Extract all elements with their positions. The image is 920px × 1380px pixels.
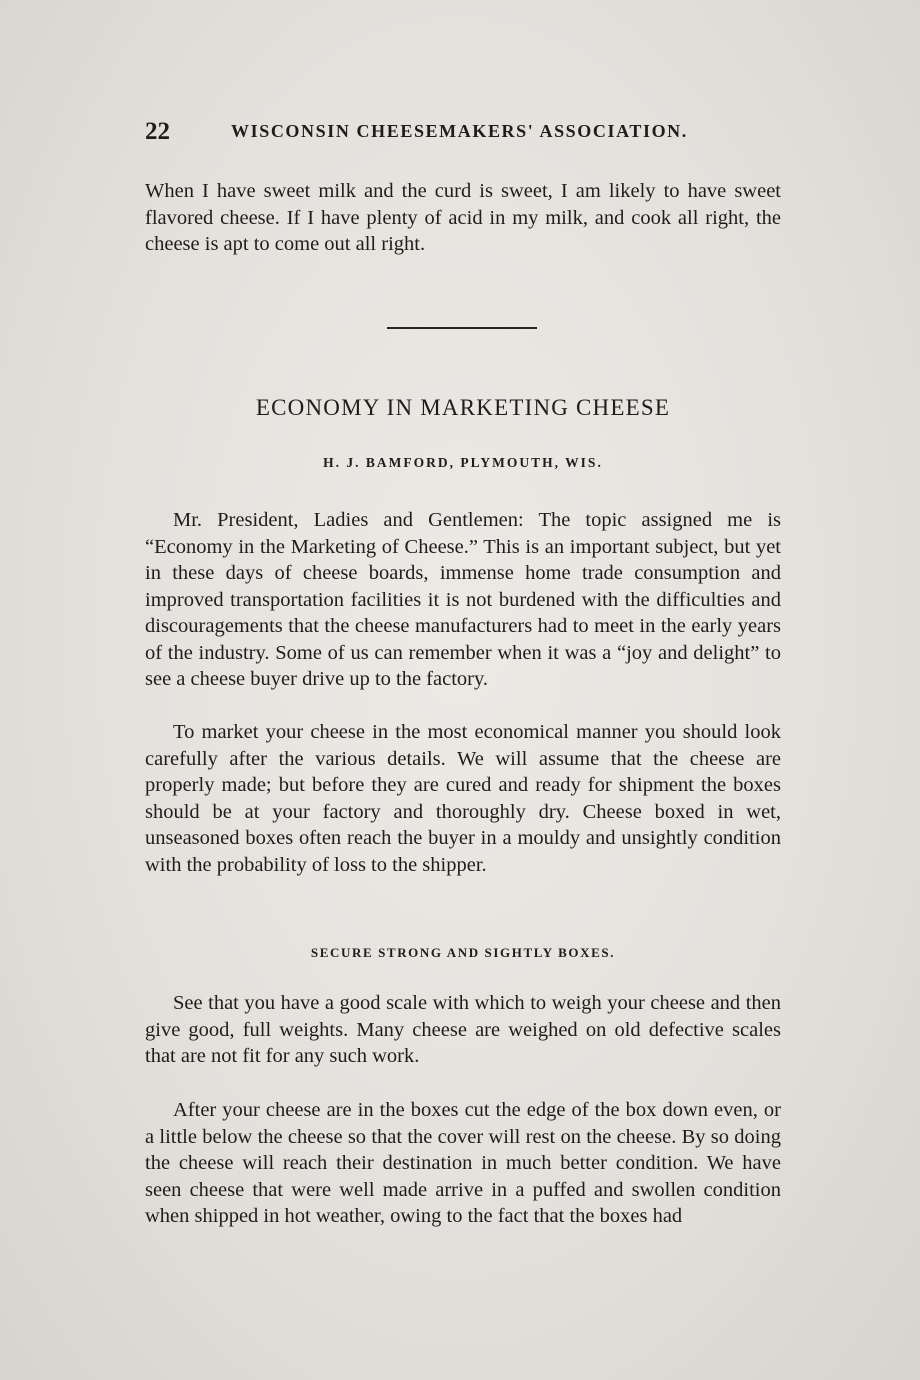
section-subheading: SECURE STRONG AND SIGHTLY BOXES. <box>310 945 616 960</box>
body-paragraph-2: To market your cheese in the most economical manner you should look carefully after the various details. We will assume that the cheese are properly made; but before they are cured and ready for shipment the boxes should be at your factory and thoroughly dry. Cheese boxed in wet, unseasoned boxes often reach the buyer in a mouldy and unsightly condition with the probability of loss to the shipper. <box>145 721 781 876</box>
article-title: ECONOMY IN MARKETING CHEESE <box>255 395 671 420</box>
article-byline: H. J. BAMFORD, PLYMOUTH, WIS. <box>323 455 603 470</box>
body-paragraph-1: Mr. President, Ladies and Gentlemen: The topic assigned me is “Economy in the Marketing of Cheese.” This is an important subject, but yet in these days of cheese boards, immense home trade consumption and improved transportation facilities it is not burdened with the difficulties and discouragements that the cheese manufacturers had to meet in the early years of the industry. Some of us can remember when it was a “joy and delight” to see a cheese buyer drive up to the factory. <box>145 509 781 690</box>
opening-paragraph: When I have sweet milk and the curd is sweet, I am likely to have sweet flavored cheese. If I have plenty of acid in my milk, and cook all right, the cheese is apt to come out all right. <box>145 180 781 255</box>
running-head: WISCONSIN CHEESEMAKERS' ASSOCIATION. <box>231 121 688 141</box>
page-header <box>145 118 785 148</box>
page-number: 22 <box>145 118 170 145</box>
body-paragraph-3: See that you have a good scale with which to weigh your cheese and then give good, full weights. Many cheese are weighed on old defective scales that are not fit for any such work. <box>145 992 781 1067</box>
body-paragraph-4: After your cheese are in the boxes cut the edge of the box down even, or a little below the cheese so that the cover will rest on the cheese. By so doing the cheese will reach their destination in much better condition. We have seen cheese that were well made arrive in a puffed and swollen condition when shipped in hot weather, owing to the fact that the boxes had <box>145 1099 781 1227</box>
section-divider <box>387 327 537 329</box>
